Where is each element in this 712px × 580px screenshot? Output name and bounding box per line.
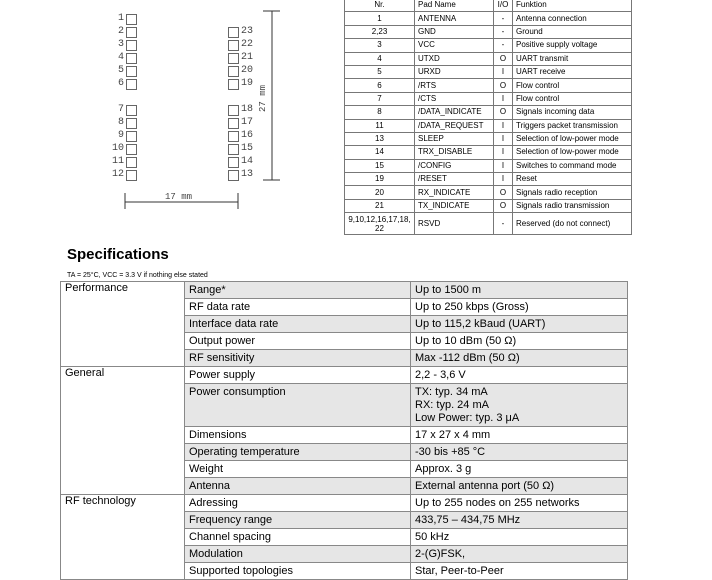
width-dimension-label: 17 mm [165,192,193,202]
pin-number: 18 [241,104,254,115]
spec-value: Up to 250 kbps (Gross) [411,299,628,316]
pin-number: 13 [241,169,254,180]
pin-table-row [345,213,632,235]
pin-nr: 5 [345,65,415,78]
pin-number: 8 [117,117,124,128]
pin-number: 4 [117,52,124,63]
pin-pad [126,66,137,77]
cell-line: 9,10,12,16,17,18, [348,214,411,224]
pin-pad [228,157,239,168]
pin-number: 9 [117,130,124,141]
pin-function: Switches to command mode [513,159,632,172]
pin-io: O [494,199,513,212]
pin-table-row [345,186,632,199]
pin-pad [228,170,239,181]
height-dimension-label: 27 mm [258,84,268,112]
pin-pad [228,53,239,64]
spec-property: Frequency range [185,512,411,529]
spec-value: 2,2 - 3,6 V [411,367,628,384]
pin-function: UART receive [513,65,632,78]
pin-function: Flow control [513,79,632,92]
spec-value: 17 x 27 x 4 mm [411,427,628,444]
value-line: RX: typ. 24 mA [415,399,489,411]
spec-property: RF sensitivity [185,350,411,367]
cell-line: 22 [375,223,384,233]
pin-pad [126,144,137,155]
pin-function: Antenna connection [513,12,632,25]
spec-value: Up to 255 nodes on 255 networks [411,495,628,512]
pin-pad-name: /CTS [415,92,494,105]
spec-value: Up to 115,2 kBaud (UART) [411,316,628,333]
pin-number: 22 [241,39,254,50]
spec-row [61,367,628,384]
pin-table-header [345,0,632,12]
pin-pad [126,118,137,129]
spec-property: Modulation [185,546,411,563]
spec-value: 50 kHz [411,529,628,546]
pin-function: Triggers packet transmission [513,119,632,132]
pin-table-row [345,119,632,132]
pin-number: 11 [111,156,124,167]
pin-function: Reset [513,173,632,186]
pin-pad [228,144,239,155]
pin-nr: 19 [345,173,415,186]
pin-pad [126,131,137,142]
value-line: TX: typ. 34 mA [415,386,488,398]
pin-pad [126,79,137,90]
header-io: I/O [494,0,513,12]
pin-nr [345,213,415,235]
spec-category: RF technology [61,495,185,580]
pin-io: I [494,119,513,132]
pin-function: Positive supply voltage [513,39,632,52]
pin-io: I [494,92,513,105]
pin-io: I [494,146,513,159]
pin-number: 16 [241,130,254,141]
pin-io: - [494,25,513,38]
pin-nr: 11 [345,119,415,132]
pin-table-row [345,92,632,105]
pin-number: 3 [117,39,124,50]
pin-pad-name: /DATA_REQUEST [415,119,494,132]
pin-pad-name: SLEEP [415,132,494,145]
pin-nr: 7 [345,92,415,105]
spec-property: Power consumption [185,384,411,427]
pin-nr: 2,23 [345,25,415,38]
spec-value [411,384,628,427]
header-funktion: Funktion [513,0,632,12]
pin-table-row [345,199,632,212]
pin-nr: 3 [345,39,415,52]
spec-property: Weight [185,461,411,478]
pin-io: O [494,186,513,199]
pin-pad-name: /RESET [415,173,494,186]
spec-value: Approx. 3 g [411,461,628,478]
pin-nr: 20 [345,186,415,199]
pin-io: O [494,79,513,92]
spec-value: Up to 1500 m [411,282,628,299]
spec-value: Max -112 dBm (50 Ω) [411,350,628,367]
spec-value: 2-(G)FSK, [411,546,628,563]
pin-table-row [345,25,632,38]
pin-nr: 8 [345,106,415,119]
spec-value: Star, Peer-to-Peer [411,563,628,580]
pin-function: Flow control [513,92,632,105]
spec-property: Range* [185,282,411,299]
pin-function: UART transmit [513,52,632,65]
value-line: Low Power: typ. 3 μA [415,412,520,424]
spec-row [61,495,628,512]
pin-io: - [494,12,513,25]
pin-table-row [345,39,632,52]
pin-function: Ground [513,25,632,38]
pin-number: 19 [241,78,254,89]
pin-pad [126,14,137,25]
pin-io: I [494,65,513,78]
pin-number: 5 [117,65,124,76]
pin-pad-name: RSVD [415,213,494,235]
pin-assignment-table [344,0,632,235]
spec-row [61,282,628,299]
specifications-note: TA = 25°C, VCC = 3.3 V if nothing else stated [67,272,208,279]
pin-io: I [494,132,513,145]
pin-table-row [345,65,632,78]
pin-pad-name: GND [415,25,494,38]
pin-pad [126,53,137,64]
pin-number: 12 [111,169,124,180]
pin-nr: 13 [345,132,415,145]
pin-pad [126,27,137,38]
pin-number: 17 [241,117,254,128]
pin-pad [126,157,137,168]
spec-property: Power supply [185,367,411,384]
spec-property: Supported topologies [185,563,411,580]
pin-io: - [494,39,513,52]
pin-number: 15 [241,143,254,154]
pin-table-row [345,159,632,172]
pin-pad-name: UTXD [415,52,494,65]
pin-pad [126,40,137,51]
pin-number: 21 [241,52,254,63]
spec-property: Operating temperature [185,444,411,461]
pin-pad [228,79,239,90]
pin-table-row [345,132,632,145]
pin-pad-name: /CONFIG [415,159,494,172]
pin-number: 14 [241,156,254,167]
pin-number: 1 [117,13,124,24]
pin-table-row [345,12,632,25]
spec-value: -30 bis +85 °C [411,444,628,461]
pin-function: Signals incoming data [513,106,632,119]
spec-value: 433,75 – 434,75 MHz [411,512,628,529]
pin-pad [228,40,239,51]
pin-function: Selection of low-power mode [513,146,632,159]
spec-property: Interface data rate [185,316,411,333]
pin-pad-name: /RTS [415,79,494,92]
pin-number: 23 [241,26,254,37]
pin-table-row [345,52,632,65]
pin-function: Reserved (do not connect) [513,213,632,235]
pin-io: O [494,52,513,65]
spec-property: Antenna [185,478,411,495]
pin-function: Selection of low-power mode [513,132,632,145]
pin-io: I [494,173,513,186]
pin-nr: 4 [345,52,415,65]
spec-property: Output power [185,333,411,350]
pin-pad-name: TRX_DISABLE [415,146,494,159]
spec-property: Adressing [185,495,411,512]
pin-pad-name: TX_INDICATE [415,199,494,212]
header-nr: Nr. [345,0,415,12]
pin-function: Signals radio reception [513,186,632,199]
pin-pad [228,105,239,116]
pin-number: 7 [117,104,124,115]
pin-table-row [345,106,632,119]
spec-property: RF data rate [185,299,411,316]
pin-nr: 6 [345,79,415,92]
pin-pad-name: URXD [415,65,494,78]
spec-value: External antenna port (50 Ω) [411,478,628,495]
specifications-table [60,281,628,580]
pin-pad [126,170,137,181]
specifications-title: Specifications [67,246,169,263]
pin-table-row [345,173,632,186]
spec-category: General [61,367,185,495]
pin-nr: 14 [345,146,415,159]
pin-io: - [494,213,513,235]
spec-property: Dimensions [185,427,411,444]
header-pad-name: Pad Name [415,0,494,12]
pin-number: 20 [241,65,254,76]
pin-nr: 1 [345,12,415,25]
pin-number: 10 [111,143,124,154]
pin-table-row [345,146,632,159]
pin-pad-name: RX_INDICATE [415,186,494,199]
pin-table-row [345,79,632,92]
pin-function: Signals radio transmission [513,199,632,212]
pin-io: O [494,106,513,119]
pin-number: 6 [117,78,124,89]
spec-property: Channel spacing [185,529,411,546]
spec-category: Performance [61,282,185,367]
pin-pad-name: VCC [415,39,494,52]
pin-pad-name: /DATA_INDICATE [415,106,494,119]
pin-nr: 21 [345,199,415,212]
pin-number: 2 [117,26,124,37]
spec-value: Up to 10 dBm (50 Ω) [411,333,628,350]
pin-pad [126,105,137,116]
pin-pad [228,131,239,142]
pin-pad-name: ANTENNA [415,12,494,25]
pin-pad [228,66,239,77]
module-pinout-diagram [0,0,340,230]
pin-nr: 15 [345,159,415,172]
pin-io: I [494,159,513,172]
pin-pad [228,27,239,38]
pin-pad [228,118,239,129]
